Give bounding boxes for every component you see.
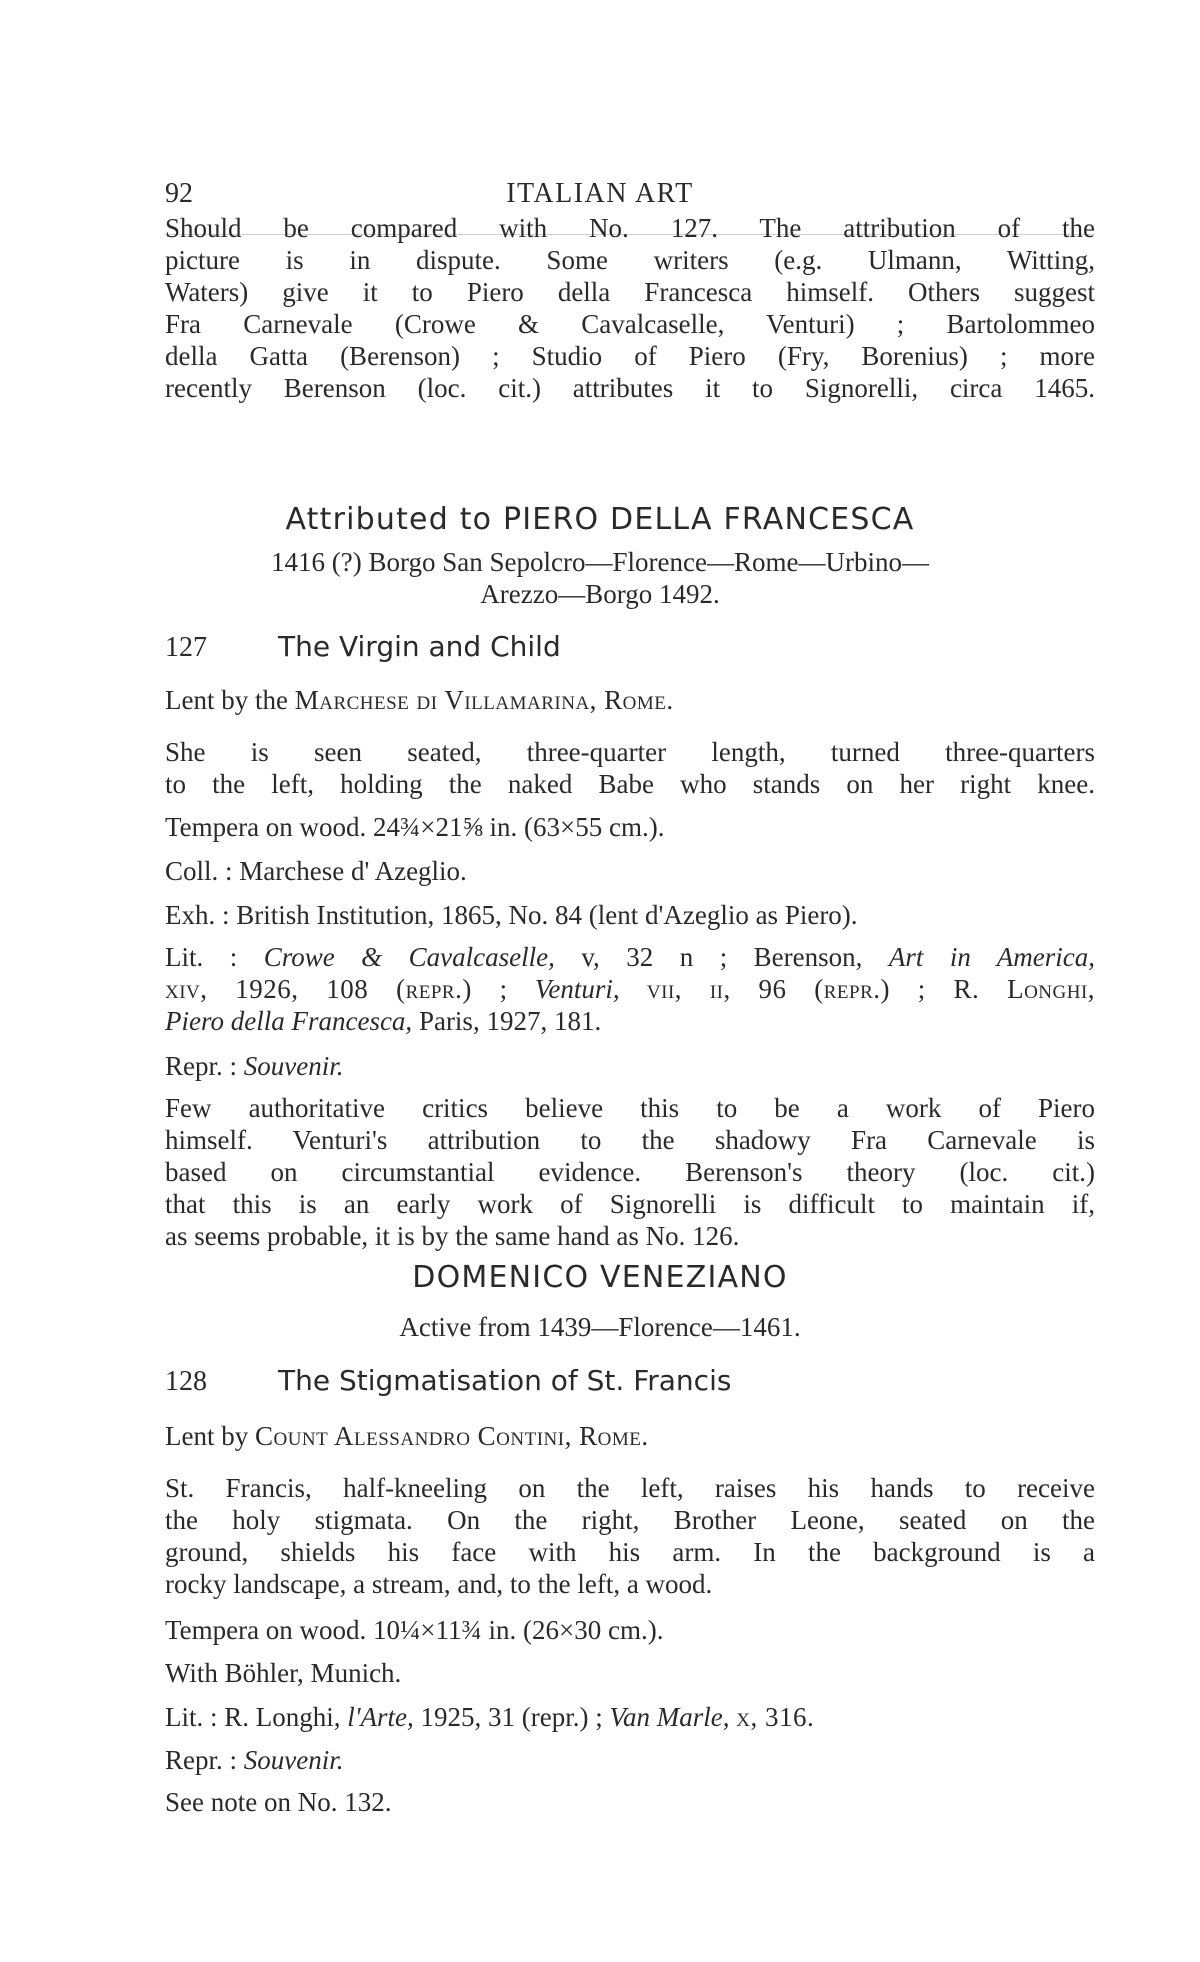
repr-value: Souvenir.	[243, 1051, 344, 1081]
entry-127-literature	[165, 941, 1095, 1037]
entry-127-medium: Tempera on wood. 24¾×21⅝ in. (63×55 cm.).	[165, 812, 665, 842]
artist-dates-domenico: Active from 1439—Florence—1461.	[399, 1312, 801, 1342]
entry-name: The Stigmatisation of St. Francis	[278, 1364, 732, 1397]
lit-ref: Art in America,	[888, 942, 1096, 972]
lit-text: R. Longhi,	[224, 1702, 341, 1732]
intro-line: Waters) give it to Piero della Francesca himself. Others suggest	[165, 277, 1095, 307]
entry-128-medium: Tempera on wood. 10¼×11¾ in. (26×30 cm.).	[165, 1615, 664, 1645]
entry-128-lender	[165, 1420, 1095, 1452]
lit-ref: Venturi,	[534, 974, 620, 1004]
artist-heading-piero: Attributed to PIERO DELLA FRANCESCA	[285, 502, 915, 537]
lit-ref: Crowe & Cavalcaselle,	[263, 942, 555, 972]
lit-text: xiv, 1926, 108 (repr.) ;	[165, 974, 508, 1004]
lit-text: vii, ii, 96 (repr.) ; R. Longhi,	[646, 974, 1096, 1004]
description-line: rocky landscape, a stream, and, to the left, a wood.	[165, 1569, 713, 1599]
entry-127-title	[165, 630, 561, 664]
entry-number: 127	[165, 632, 207, 663]
entry-name: The Virgin and Child	[278, 630, 561, 663]
lender-name: Marchese di Villamarina, Rome.	[294, 685, 674, 715]
intro-line: picture is in dispute. Some writers (e.g. Ulmann, Witting,	[165, 245, 1095, 275]
intro-paragraph	[165, 212, 1095, 404]
description-line: to the left, holding the naked Babe who stands on her right knee.	[165, 769, 1095, 799]
lent-prefix: Lent by the	[165, 685, 288, 715]
literature-label: Lit. :	[165, 942, 238, 972]
lender-name: Count Alessandro Contini, Rome.	[254, 1421, 649, 1451]
intro-line: Should be compared with No. 127. The attribution of the	[165, 213, 1095, 243]
literature-line	[165, 1005, 1095, 1037]
artist-dates-piero	[0, 546, 1200, 610]
intro-line: della Gatta (Berenson) ; Studio of Piero (Fry, Borenius) ; more	[165, 341, 1095, 371]
note-line: Few authoritative critics believe this to be a work of Piero	[165, 1093, 1095, 1123]
entry-127-collection	[165, 855, 1095, 887]
literature-line	[165, 973, 1095, 1005]
entry-128-note: See note on No. 132.	[165, 1787, 392, 1817]
collection-value: Marchese d' Azeglio.	[239, 856, 467, 886]
entry-127-repr	[165, 1050, 1095, 1082]
entry-128-repr	[165, 1744, 1095, 1776]
entry-128-title	[165, 1364, 731, 1398]
entry-127-description	[165, 736, 1095, 800]
artist-heading-domenico: DOMENICO VENEZIANO	[412, 1260, 788, 1295]
entry-128-literature	[165, 1701, 1095, 1733]
lit-ref: Piero della Francesca,	[165, 1006, 413, 1036]
note-line: as seems probable, it is by the same hand as No. 126.	[165, 1221, 740, 1251]
lit-ref: l'Arte,	[347, 1702, 414, 1732]
dates-line: 1416 (?) Borgo San Sepolcro—Florence—Rome—Urbino—	[271, 547, 929, 577]
running-title: ITALIAN ART	[506, 178, 694, 209]
lit-text: Paris, 1927, 181.	[418, 1006, 602, 1036]
dates-line: Arezzo—Borgo 1492.	[480, 579, 720, 609]
collection-label: Coll. :	[165, 856, 233, 886]
repr-value: Souvenir.	[243, 1745, 344, 1775]
lit-text: x, 316.	[736, 1702, 815, 1732]
description-line: She is seen seated, three-quarter length, turned three-quarters	[165, 737, 1095, 767]
entry-127-note	[165, 1092, 1095, 1252]
note-line: that this is an early work of Signorelli is difficult to maintain if,	[165, 1189, 1095, 1219]
lit-text: v, 32 n ; Berenson,	[581, 942, 863, 972]
description-line: St. Francis, half-kneeling on the left, raises his hands to receive	[165, 1473, 1095, 1503]
intro-line: recently Berenson (loc. cit.) attributes it to Signorelli, circa 1465.	[165, 373, 1095, 403]
intro-line: Fra Carnevale (Crowe & Cavalcaselle, Venturi) ; Bartolommeo	[165, 309, 1095, 339]
entry-128-provenance: With Böhler, Munich.	[165, 1658, 402, 1688]
repr-label: Repr. :	[165, 1745, 237, 1775]
literature-line	[165, 941, 1095, 973]
entry-127-exhibition	[165, 899, 1095, 931]
lit-text: 1925, 31 (repr.) ;	[420, 1702, 603, 1732]
exhibition-label: Exh. :	[165, 900, 230, 930]
literature-label: Lit. :	[165, 1702, 218, 1732]
description-line: the holy stigmata. On the right, Brother Leone, seated on the	[165, 1505, 1095, 1535]
note-line: based on circumstantial evidence. Berenson's theory (loc. cit.)	[165, 1157, 1095, 1187]
description-line: ground, shields his face with his arm. In the background is a	[165, 1537, 1095, 1567]
lent-prefix: Lent by	[165, 1421, 249, 1451]
exhibition-value: British Institution, 1865, No. 84 (lent d'Azeglio as Piero).	[236, 900, 858, 930]
entry-128-description	[165, 1472, 1095, 1600]
page-number: 92	[165, 178, 193, 209]
entry-number: 128	[165, 1366, 207, 1397]
lit-ref: Van Marle,	[609, 1702, 730, 1732]
repr-label: Repr. :	[165, 1051, 237, 1081]
note-line: himself. Venturi's attribution to the shadowy Fra Carnevale is	[165, 1125, 1095, 1155]
entry-127-lender	[165, 684, 1095, 716]
